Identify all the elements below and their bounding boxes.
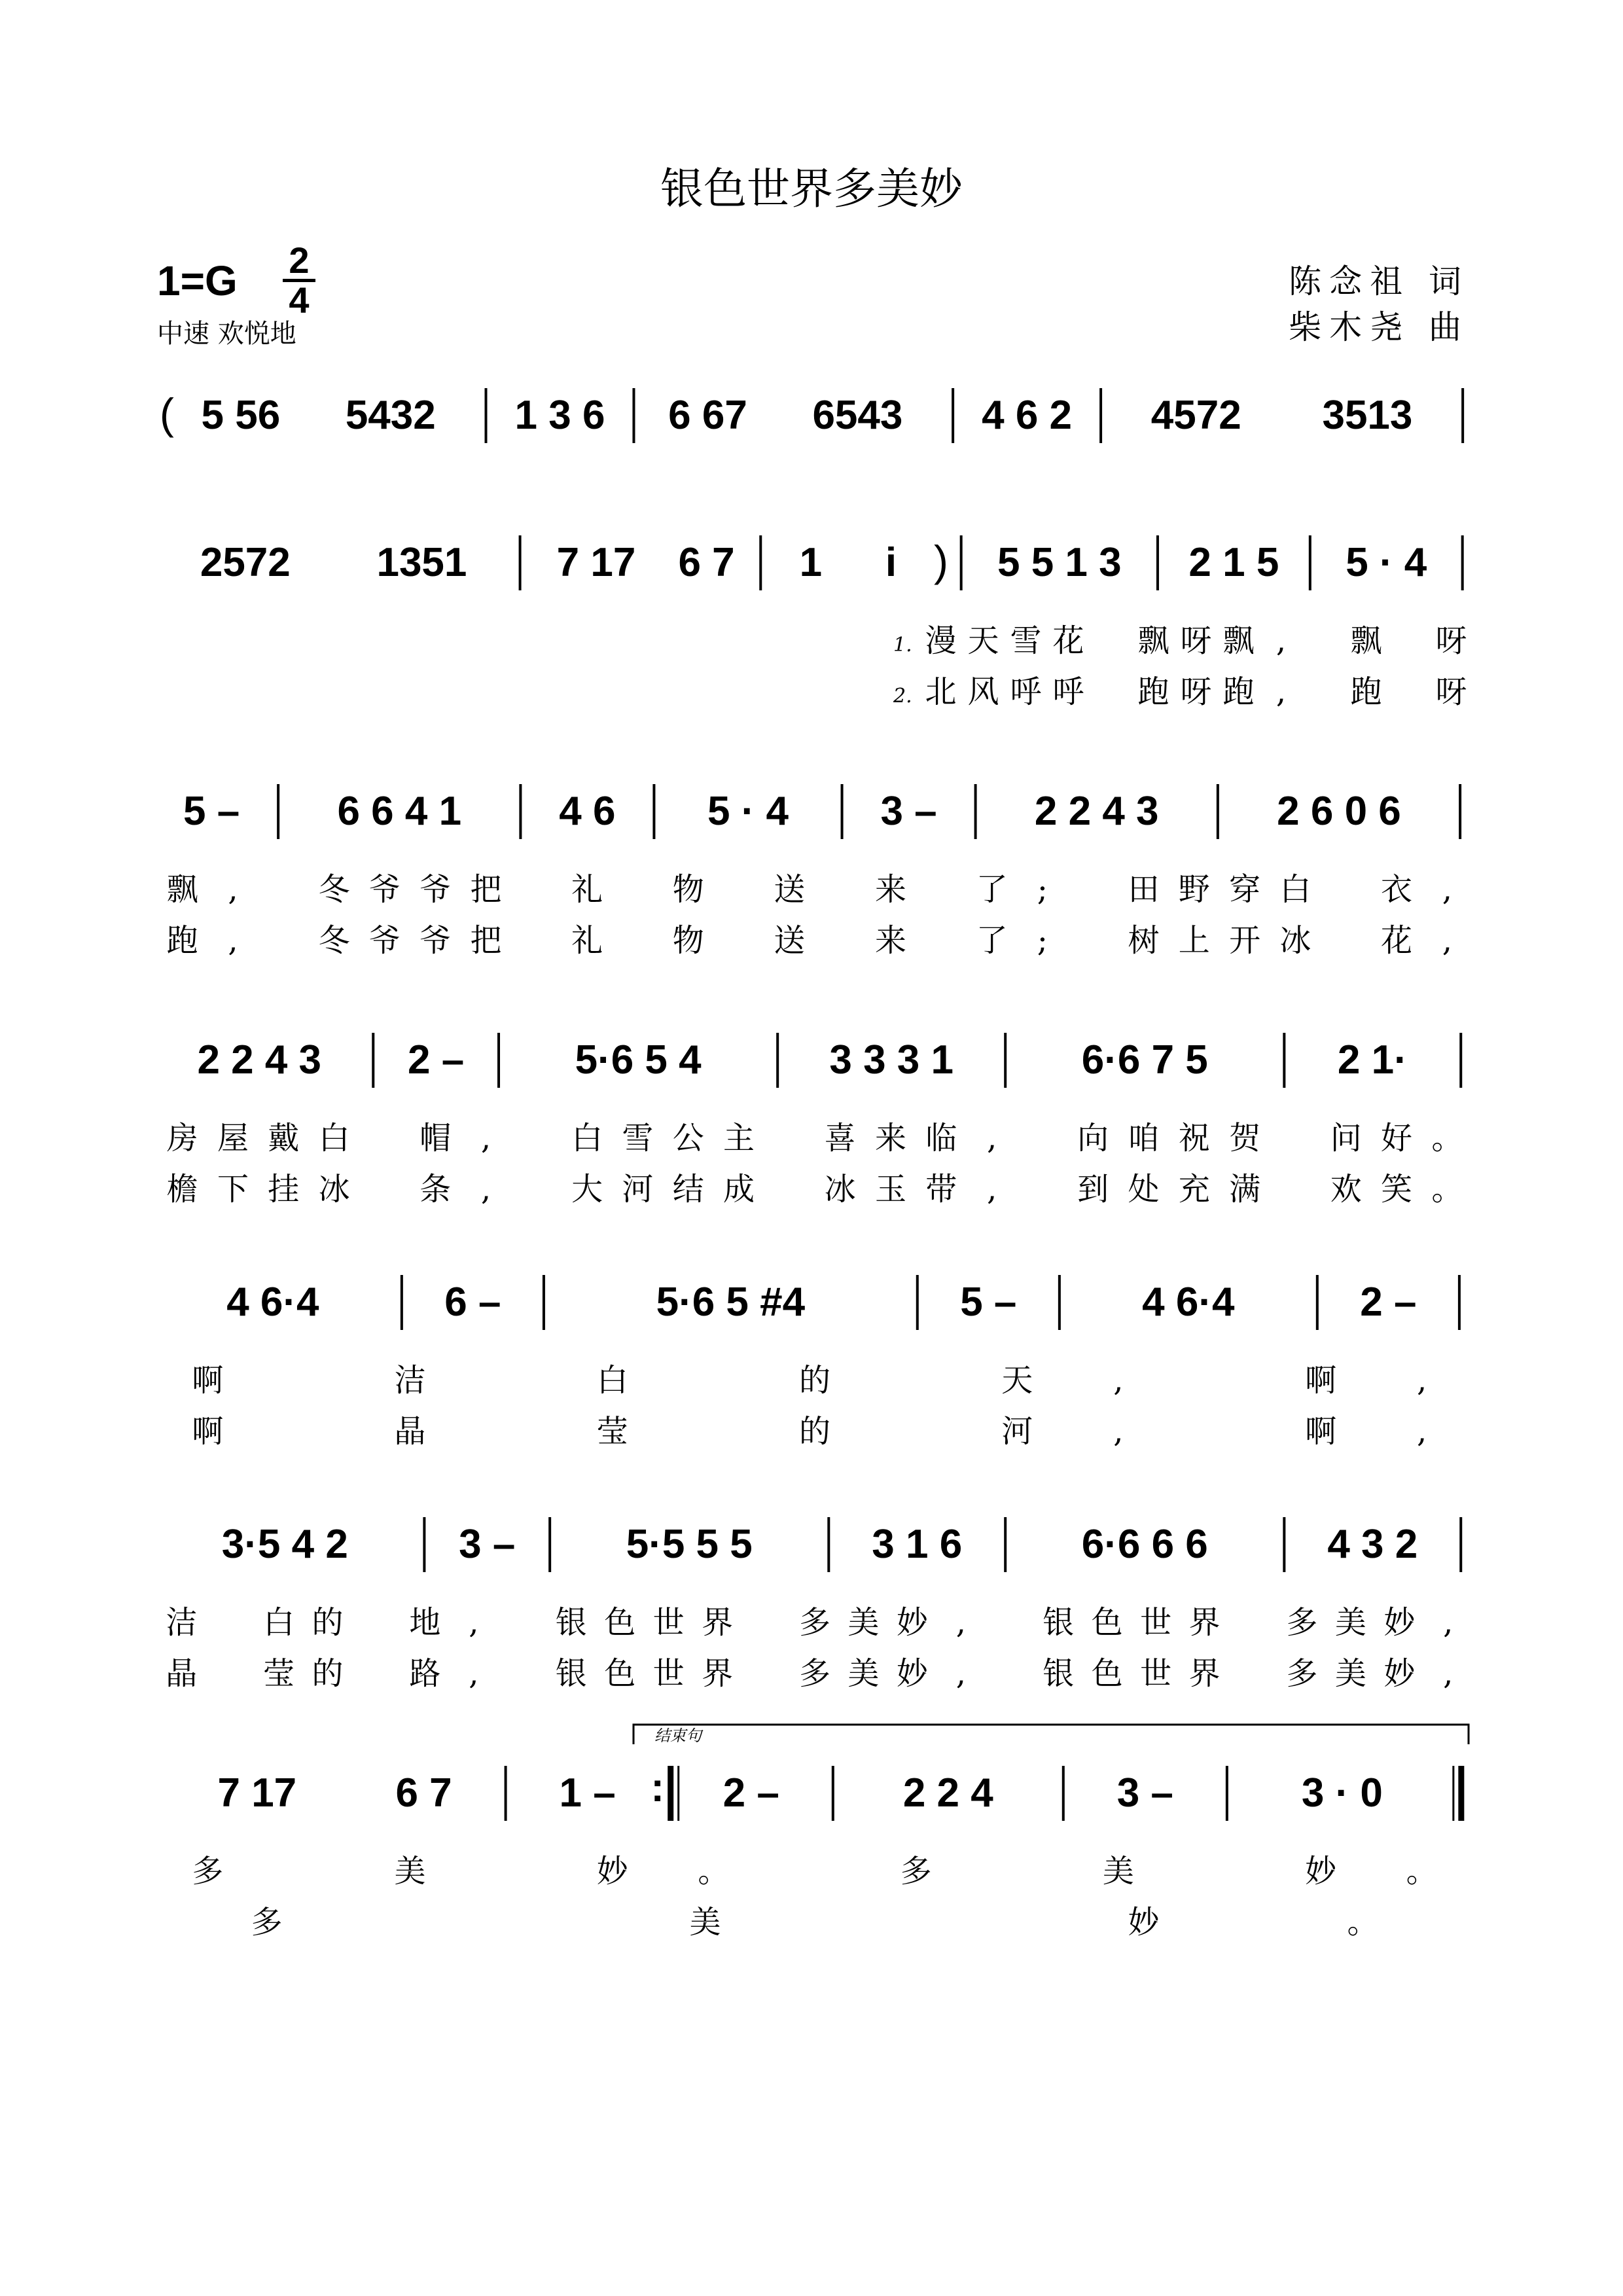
lyric-char: 物 — [672, 922, 704, 959]
note-group: 6 7 — [395, 1770, 452, 1816]
lyric-char: 来 — [874, 1120, 906, 1157]
lyric-char: 花 — [1052, 622, 1084, 659]
note-group: 6 7 — [678, 540, 735, 585]
lyric-char: 结 — [672, 1171, 704, 1208]
lyric-char: , — [955, 1604, 966, 1641]
lyric-char: 妙 — [596, 1853, 628, 1890]
note-group: 3 3 3 1 — [829, 1037, 954, 1083]
lyric-char: 色 — [1091, 1604, 1123, 1641]
lyric-char: 主 — [723, 1120, 755, 1157]
lyric-char: 处 — [1128, 1171, 1160, 1208]
lyric-char: 洁 — [166, 1604, 198, 1641]
system-4 — [167, 1033, 1463, 1208]
lyric-char: , — [480, 1171, 491, 1208]
lyric-char: 公 — [672, 1120, 704, 1157]
lyric-char: 。 — [1406, 1853, 1438, 1890]
lyric-char: 多 — [798, 1655, 831, 1692]
lyric-char: , — [228, 922, 238, 959]
note-group: 3 – — [1116, 1770, 1173, 1816]
lyric-char: 。 — [1347, 1904, 1379, 1941]
lyric-char: , — [1113, 1362, 1124, 1399]
lyric-char: 白 — [571, 1120, 603, 1157]
lyric-char: 世 — [652, 1604, 685, 1641]
lyric-char: 妙 — [1128, 1904, 1160, 1941]
lyric-char: 的 — [798, 1413, 831, 1450]
lyric-char: 雪 — [622, 1120, 654, 1157]
note-group: 4 6·4 — [1142, 1280, 1235, 1325]
lyric-char: 冰 — [824, 1171, 856, 1208]
lyric-char: 世 — [1140, 1604, 1172, 1641]
lyric-char: , — [1275, 673, 1287, 710]
note-group: 5 56 — [201, 393, 281, 438]
lyric-char: , — [1417, 1413, 1427, 1450]
note-group: 4572 — [1150, 393, 1241, 438]
repeat-dots: : — [651, 1765, 665, 1810]
note-group: 2 – — [1360, 1280, 1417, 1325]
lyric-char: 房 — [166, 1120, 198, 1157]
lyric-char: 晶 — [166, 1655, 198, 1692]
lyric-char: 银 — [1043, 1604, 1075, 1641]
lyric-char: 色 — [604, 1655, 636, 1692]
note-group: 4 6 — [559, 789, 616, 834]
ending-bracket — [633, 1725, 1469, 1745]
lyric-char: 衣 — [1381, 871, 1413, 908]
lyric-char: 银 — [1043, 1655, 1075, 1692]
lyric-char: 色 — [604, 1604, 636, 1641]
note-group: 5·5 5 5 — [626, 1522, 753, 1567]
lyric-char: 晶 — [394, 1413, 426, 1450]
lyric-char: 天 — [967, 622, 999, 659]
lyric-char: 风 — [967, 673, 999, 710]
lyric-char: 物 — [672, 871, 704, 908]
lyric-char: 的 — [312, 1604, 344, 1641]
lyric-char: 多 — [1286, 1604, 1318, 1641]
note-group: 2 – — [722, 1770, 779, 1816]
note-group: 2 2 4 — [902, 1770, 993, 1816]
note-group: 3 – — [880, 789, 937, 834]
note-group: 1351 — [376, 540, 467, 585]
lyric-char: 爷 — [368, 922, 401, 959]
lyric-char: 跑 — [1137, 673, 1169, 710]
lyric-char: 啊 — [192, 1362, 224, 1399]
note-group: 6·6 6 6 — [1081, 1522, 1208, 1567]
lyric-char: 树 — [1128, 922, 1160, 959]
lyric-char: 界 — [702, 1604, 734, 1641]
note-group: 2 2 4 3 — [1034, 789, 1159, 834]
lyric-char: 充 — [1178, 1171, 1210, 1208]
lyric-char: 多 — [192, 1853, 224, 1890]
note-group: 5·6 5 4 — [575, 1037, 702, 1083]
lyric-char: 多 — [900, 1853, 932, 1890]
lyric-char: 漫 — [925, 622, 957, 659]
lyric-char: 喜 — [824, 1120, 856, 1157]
note-group: 3·5 4 2 — [221, 1522, 348, 1567]
system-3 — [167, 784, 1460, 959]
verse-number: 2. — [893, 685, 912, 708]
note-group: 5 · 4 — [1346, 540, 1427, 585]
lyric-char: 。 — [698, 1853, 730, 1890]
lyric-char: 爷 — [419, 871, 452, 908]
lyric-char: 的 — [312, 1655, 344, 1692]
lyricist: 陈念祖 词 — [1289, 262, 1469, 300]
lyric-char: 界 — [702, 1655, 734, 1692]
lyric-char: , — [480, 1120, 491, 1157]
lyric-char: 啊 — [1305, 1413, 1337, 1450]
lyric-char: 银 — [555, 1655, 587, 1692]
ending-line — [633, 1725, 1469, 1744]
lyric-char: 美 — [847, 1655, 880, 1692]
lyric-char: , — [1443, 1604, 1454, 1641]
lyric-char: 跑 — [166, 922, 198, 959]
lyric-char: 界 — [1188, 1655, 1221, 1692]
lyric-char: 呀 — [1435, 622, 1467, 659]
lyric-char: 冰 — [1279, 922, 1311, 959]
lyric-char: 爷 — [419, 922, 452, 959]
lyric-char: 带 — [925, 1171, 957, 1208]
note-group: 6 67 — [668, 393, 747, 438]
lyric-char: 临 — [925, 1120, 957, 1157]
lyric-char: 戴 — [268, 1120, 300, 1157]
lyric-char: 莹 — [596, 1413, 628, 1450]
system-2 — [200, 535, 1467, 710]
lyric-char: 檐 — [166, 1171, 198, 1208]
lyric-char: 飘 — [1222, 622, 1255, 659]
tempo-marking: 中速 欢悦地 — [157, 319, 296, 349]
bracket: ) — [934, 537, 949, 585]
lyric-char: 呀 — [1435, 673, 1467, 710]
lyric-char: 妙 — [1305, 1853, 1337, 1890]
time-bottom: 4 — [289, 279, 310, 321]
lyric-char: 妙 — [896, 1655, 928, 1692]
lyric-char: 多 — [798, 1604, 831, 1641]
lyric-char: 冰 — [318, 1171, 350, 1208]
lyric-char: , — [1417, 1362, 1427, 1399]
note-group: 5 – — [183, 789, 240, 834]
lyric-char: , — [986, 1171, 997, 1208]
lyric-char: 妙 — [1383, 1655, 1416, 1692]
note-group: 1 3 6 — [514, 393, 605, 438]
lyric-char: 妙 — [1383, 1604, 1416, 1641]
note-group: 7 17 — [556, 540, 636, 585]
lyric-char: 。 — [1431, 1120, 1463, 1157]
note-group: 6 – — [444, 1280, 501, 1325]
note-group: 3513 — [1322, 393, 1413, 438]
lyric-char: 白 — [318, 1120, 350, 1157]
lyric-char: ; — [1037, 922, 1048, 959]
lyric-char: 田 — [1128, 871, 1160, 908]
lyric-char: 美 — [847, 1604, 880, 1641]
note-group: 3 1 6 — [872, 1522, 963, 1567]
lyric-char: 世 — [1140, 1655, 1172, 1692]
lyric-char: 到 — [1077, 1171, 1109, 1208]
note-group: 3 · 0 — [1301, 1770, 1383, 1816]
lyric-char: 地 — [409, 1604, 441, 1641]
lyric-char: 河 — [1001, 1413, 1033, 1450]
lyric-char: 送 — [774, 922, 806, 959]
lyric-char: 屋 — [217, 1120, 249, 1157]
lyric-char: 洁 — [394, 1362, 426, 1399]
lyric-char: 飘 — [166, 871, 198, 908]
lyric-char: 河 — [622, 1171, 654, 1208]
lyric-char: 啊 — [1305, 1362, 1337, 1399]
lyric-char: 了 — [976, 922, 1008, 959]
lyric-char: 欢 — [1330, 1171, 1362, 1208]
lyric-char: 大 — [571, 1171, 603, 1208]
bracket: ( — [159, 389, 174, 438]
lyric-char: 色 — [1091, 1655, 1123, 1692]
lyric-char: 多 — [1286, 1655, 1318, 1692]
lyric-char: 成 — [723, 1171, 755, 1208]
ending-label: 结束句 — [654, 1727, 702, 1745]
lyric-char: 祝 — [1178, 1120, 1210, 1157]
note-group: 6 6 4 1 — [337, 789, 462, 834]
lyric-char: 了 — [976, 871, 1008, 908]
lyric-char: 跑 — [1350, 673, 1382, 710]
lyric-char: 咱 — [1128, 1120, 1160, 1157]
lyric-char: 好 — [1381, 1120, 1413, 1157]
lyric-char: , — [986, 1120, 997, 1157]
lyric-char: 爷 — [368, 871, 401, 908]
lyric-char: 多 — [251, 1904, 283, 1941]
lyric-char: 飘 — [1350, 622, 1382, 659]
lyric-char: 贺 — [1229, 1120, 1261, 1157]
lyric-char: 美 — [394, 1853, 426, 1890]
system-1 — [160, 388, 1463, 443]
lyric-char: , — [469, 1655, 479, 1692]
lyric-char: 天 — [1001, 1362, 1033, 1399]
lyric-char: 笑 — [1381, 1171, 1413, 1208]
note-group: 4 6 2 — [982, 393, 1073, 438]
note-group: 2 6 0 6 — [1277, 789, 1401, 834]
system-5 — [192, 1275, 1459, 1450]
lyric-char: , — [1442, 922, 1452, 959]
lyric-char: 北 — [925, 673, 957, 710]
verse-number: 1. — [893, 634, 912, 656]
lyric-char: 莹 — [263, 1655, 295, 1692]
lyric-char: 界 — [1188, 1604, 1221, 1641]
note-group: 7 17 — [217, 1770, 297, 1816]
lyric-char: 野 — [1178, 871, 1210, 908]
note-group: 2572 — [200, 540, 291, 585]
lyric-char: 呀 — [1180, 622, 1212, 659]
lyric-char: , — [228, 871, 238, 908]
lyric-char: ; — [1037, 871, 1048, 908]
note-group: 2 – — [408, 1037, 465, 1083]
lyric-char: 白 — [1279, 871, 1311, 908]
lyric-char: 下 — [217, 1171, 249, 1208]
note-group: 2 1· — [1337, 1037, 1408, 1083]
lyric-char: 飘 — [1137, 622, 1169, 659]
system-6 — [166, 1517, 1461, 1692]
note-group: 5432 — [345, 393, 436, 438]
lyric-char: , — [955, 1655, 966, 1692]
lyric-char: , — [469, 1604, 479, 1641]
lyric-char: 白 — [596, 1362, 628, 1399]
lyric-char: 啊 — [192, 1413, 224, 1450]
lyric-char: 呼 — [1010, 673, 1042, 710]
note-group: 2 1 5 — [1188, 540, 1279, 585]
lyric-char: , — [1442, 871, 1452, 908]
lyric-char: 向 — [1077, 1120, 1109, 1157]
lyric-char: 把 — [470, 922, 502, 959]
note-group: i — [885, 540, 897, 585]
system-7 — [192, 1765, 1461, 1941]
note-group: 4 3 2 — [1327, 1522, 1418, 1567]
lyric-char: 冬 — [318, 871, 350, 908]
lyric-char: 来 — [874, 922, 906, 959]
lyric-char: 跑 — [1222, 673, 1255, 710]
composer: 柴木尧 曲 — [1289, 308, 1469, 346]
lyric-char: 美 — [1334, 1604, 1366, 1641]
note-group: 2 2 4 3 — [197, 1037, 322, 1083]
note-group: 3 – — [459, 1522, 516, 1567]
lyric-char: 的 — [798, 1362, 831, 1399]
lyric-char: 花 — [1381, 922, 1413, 959]
lyric-char: 送 — [774, 871, 806, 908]
lyric-char: 挂 — [268, 1171, 300, 1208]
lyric-char: , — [1113, 1413, 1124, 1450]
lyric-char: , — [1275, 622, 1287, 659]
note-group: 5 – — [960, 1280, 1017, 1325]
lyric-char: 问 — [1330, 1120, 1362, 1157]
lyric-char: 美 — [1102, 1853, 1134, 1890]
lyric-char: 帽 — [419, 1120, 452, 1157]
note-group: 1 – — [559, 1770, 616, 1816]
lyric-char: , — [1443, 1655, 1454, 1692]
lyric-char: 雪 — [1010, 622, 1042, 659]
lyric-char: 呼 — [1052, 673, 1084, 710]
lyric-char: 玉 — [874, 1171, 906, 1208]
lyric-char: 。 — [1431, 1171, 1463, 1208]
lyric-char: 妙 — [896, 1604, 928, 1641]
lyric-char: 上 — [1178, 922, 1210, 959]
lyric-char: 世 — [652, 1655, 685, 1692]
lyric-char: 冬 — [318, 922, 350, 959]
lyric-char: 穿 — [1229, 871, 1261, 908]
lyric-char: 礼 — [571, 871, 603, 908]
note-group: 5·6 5 #4 — [656, 1280, 806, 1325]
lyric-char: 把 — [470, 871, 502, 908]
lyric-char: 满 — [1229, 1171, 1261, 1208]
note-group: 5 · 4 — [707, 789, 789, 834]
lyric-char: 美 — [689, 1904, 721, 1941]
lyric-char: 来 — [874, 871, 906, 908]
lyric-char: 路 — [409, 1655, 441, 1692]
key-label: 1=G — [157, 257, 238, 304]
note-group: 1 — [799, 540, 823, 585]
note-group: 5 5 1 3 — [997, 540, 1122, 585]
note-group: 6·6 7 5 — [1081, 1037, 1208, 1083]
note-group: 6543 — [812, 393, 903, 438]
song-title: 银色世界多美妙 — [660, 164, 963, 214]
lyric-char: 呀 — [1180, 673, 1212, 710]
lyric-char: 条 — [419, 1171, 452, 1208]
note-group: 4 6·4 — [226, 1280, 319, 1325]
lyric-char: 开 — [1229, 922, 1261, 959]
lyric-char: 礼 — [571, 922, 603, 959]
time-top: 2 — [289, 240, 310, 281]
lyric-char: 白 — [263, 1604, 295, 1641]
lyric-char: 美 — [1334, 1655, 1366, 1692]
lyric-char: 银 — [555, 1604, 587, 1641]
